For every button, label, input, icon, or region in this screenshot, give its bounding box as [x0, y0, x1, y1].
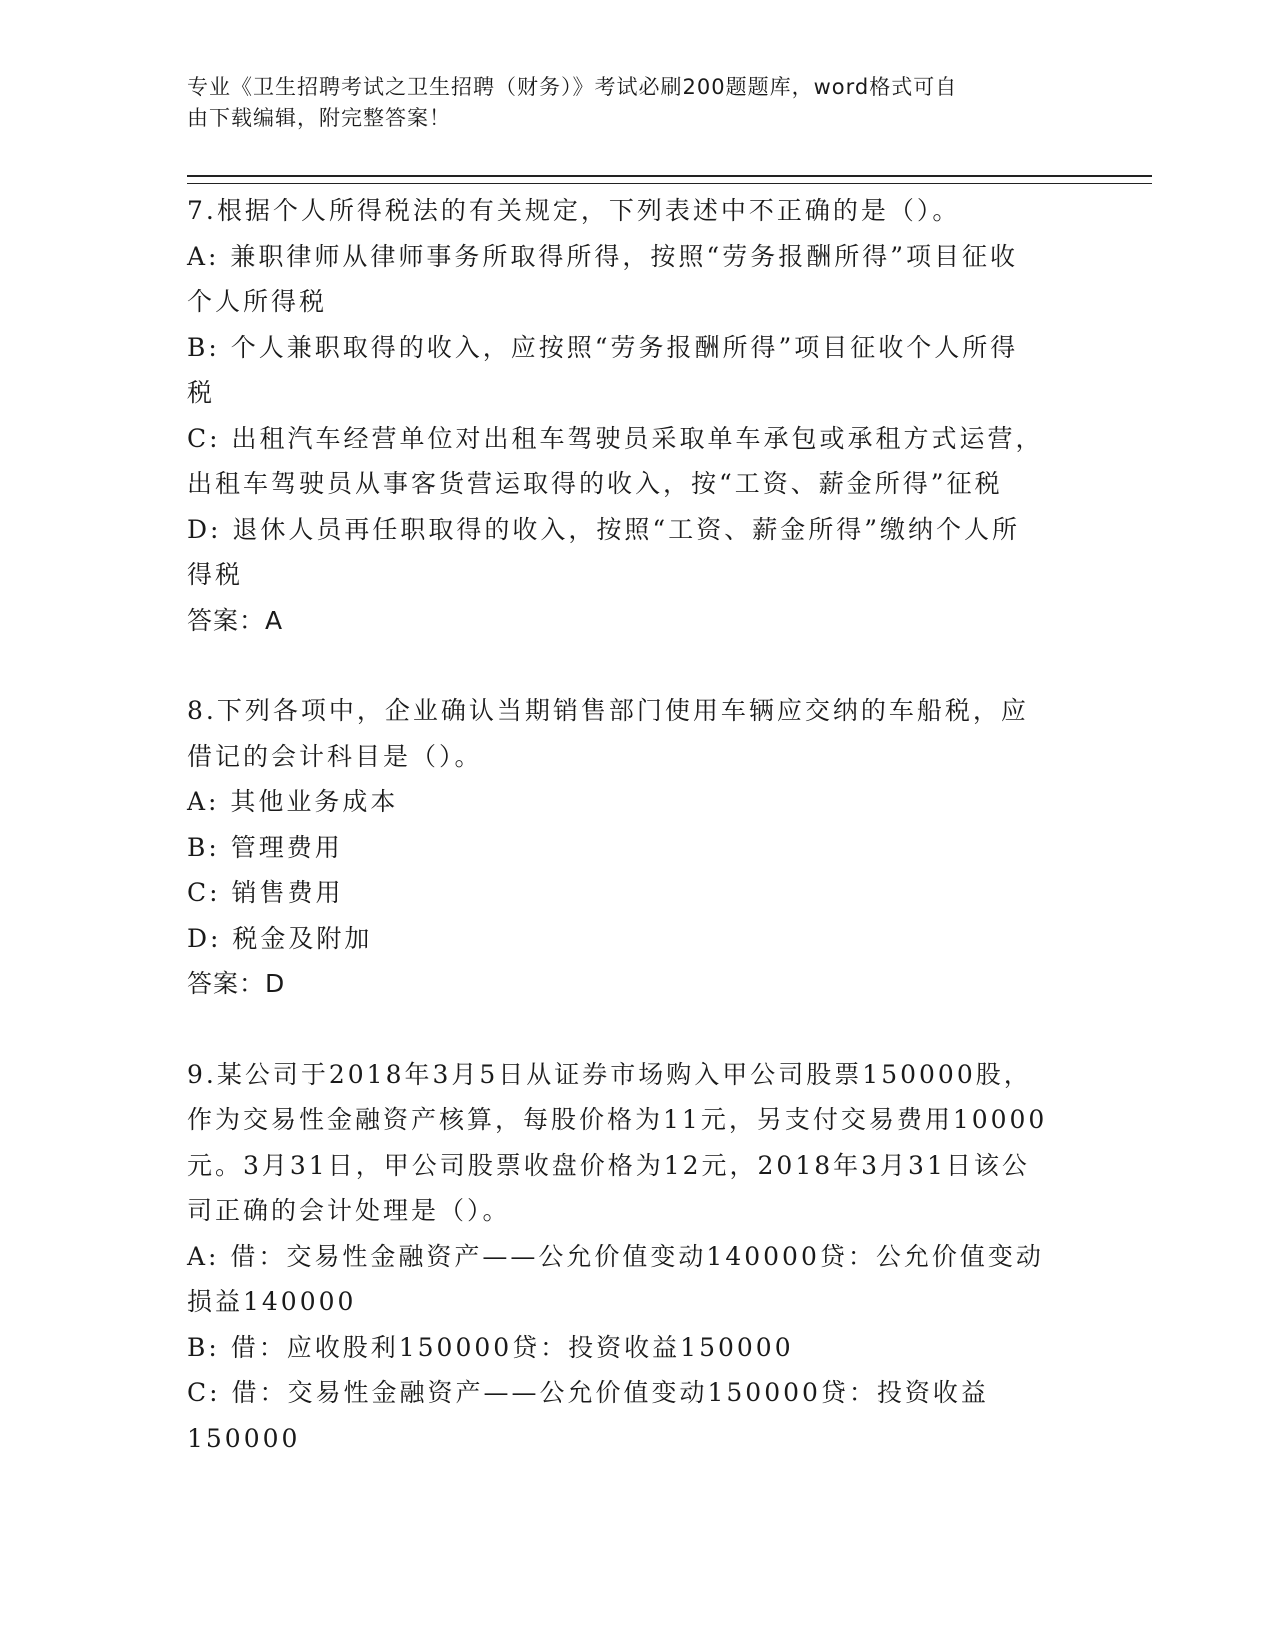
question-line: C: 借：交易性金融资产——公允价值变动150000贷：投资收益	[187, 1378, 989, 1407]
question-line: C: 销售费用	[187, 878, 344, 907]
question-line: A: 借：交易性金融资产——公允价值变动140000贷：公允价值变动	[187, 1241, 1044, 1271]
question-line: 得税	[187, 560, 244, 589]
question-line: 8.下列各项中，企业确认当期销售部门使用车辆应交纳的车船税，应	[187, 696, 1029, 725]
question-block	[187, 688, 1087, 1007]
question-line: 150000	[187, 1423, 301, 1453]
header-divider	[187, 175, 1152, 184]
answer-line: 答案：A	[187, 605, 284, 635]
question-line: B: 管理费用	[187, 832, 343, 862]
question-line: 损益140000	[187, 1287, 357, 1316]
question-block	[187, 1052, 1087, 1462]
header-line-2: 由下载编辑，附完整答案！	[187, 106, 451, 130]
question-line: D: 退休人员再任职取得的收入，按照“工资、薪金所得”缴纳个人所	[187, 514, 1020, 544]
question-block	[187, 188, 1087, 643]
question-line: 作为交易性金融资产核算，每股价格为11元，另支付交易费用10000	[187, 1105, 1048, 1134]
question-line: A: 其他业务成本	[187, 787, 399, 816]
question-line: 9.某公司于2018年3月5日从证券市场购入甲公司股票150000股，	[187, 1059, 1032, 1089]
header-line-1: 专业《卫生招聘考试之卫生招聘（财务）》考试必刷200题题库，word格式可自	[187, 75, 958, 99]
question-line: 7.根据个人所得税法的有关规定，下列表述中不正确的是（）。	[187, 196, 961, 225]
question-line: 司正确的会计处理是（）。	[187, 1196, 511, 1225]
question-line: A: 兼职律师从律师事务所取得所得，按照“劳务报酬所得”项目征收	[187, 241, 1018, 271]
question-line: 出租车驾驶员从事客货营运取得的收入，按“工资、薪金所得”征税	[187, 469, 1003, 498]
question-line: B: 个人兼职取得的收入，应按照“劳务报酬所得”项目征收个人所得	[187, 332, 1019, 362]
question-line: 借记的会计科目是（）。	[187, 741, 483, 771]
question-line: 个人所得税	[187, 287, 328, 316]
question-line: 元。3月31日，甲公司股票收盘价格为12元，2018年3月31日该公	[187, 1150, 1030, 1180]
question-line: C: 出租汽车经营单位对出租车驾驶员采取单车承包或承租方式运营，	[187, 423, 1044, 453]
question-line: D: 税金及附加	[187, 923, 373, 953]
question-line: B: 借：应收股利150000贷：投资收益150000	[187, 1332, 794, 1362]
question-list	[187, 188, 1087, 1461]
question-line: 税	[187, 378, 216, 407]
document-header	[187, 72, 1087, 134]
answer-line: 答案：D	[187, 969, 286, 998]
